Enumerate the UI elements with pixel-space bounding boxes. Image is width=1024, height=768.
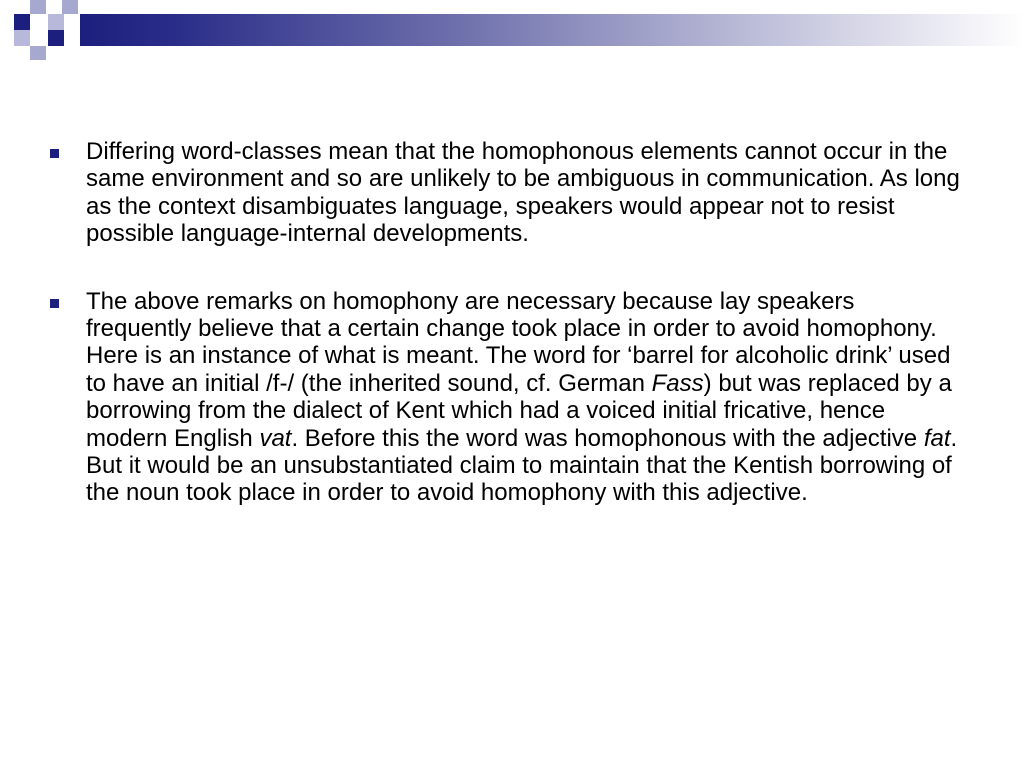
header-gradient-bar [80, 14, 1024, 46]
italic-term: Fass [651, 369, 704, 397]
text-run: The above remarks on homophony are necessary because lay speakers frequently believe that a certain change took place in order to avoid homophony. Here is an instance of what is meant. The word for ‘barrel for alcoholic drink’ used to have an initial /f-/ (the inherited sound, cf. German [86, 287, 951, 397]
bullet-square-icon [50, 149, 59, 158]
bullet-text [86, 138, 966, 248]
decor-square [48, 30, 64, 46]
bullet-square-icon [50, 299, 59, 308]
decor-square [62, 0, 78, 14]
text-run: ) but was replaced by a borrowing from the dialect of Kent which had a voiced initial fricative, hence modern English [86, 369, 952, 452]
slide-header-decoration [0, 0, 1024, 64]
text-run: . But it would be an unsubstantiated claim to maintain that the Kentish borrowing of the noun took place in order to avoid homophony with this adjective. [86, 424, 958, 507]
bullet-item [46, 138, 966, 248]
text-run: Differing word-classes mean that the homophonous elements cannot occur in the same environment and so are unlikely to be ambiguous in communication. As long as the context disambiguates language, speakers would appear not to resist possible language-internal developments. [86, 138, 960, 248]
decor-square [14, 14, 30, 30]
decor-square [30, 0, 46, 14]
text-run: . Before this the word was homophonous with the adjective [291, 424, 924, 452]
italic-term: fat [923, 424, 951, 452]
italic-term: vat [259, 424, 292, 452]
bullet-item [46, 288, 966, 507]
slide-body [46, 138, 966, 547]
decor-square [30, 46, 46, 60]
decor-square [48, 14, 64, 30]
bullet-text [86, 288, 966, 507]
decor-square [14, 30, 30, 46]
